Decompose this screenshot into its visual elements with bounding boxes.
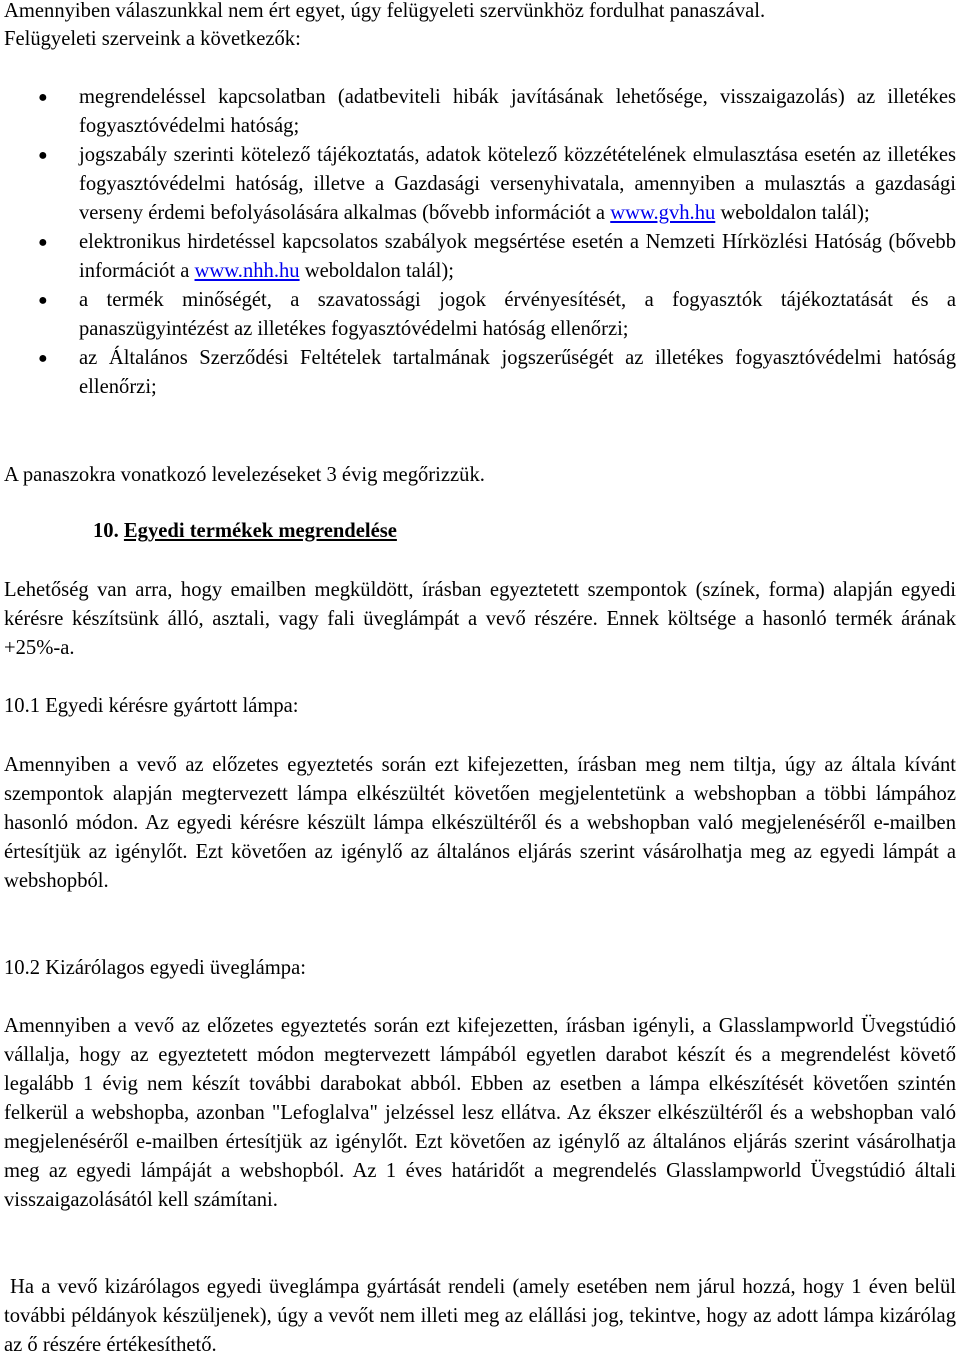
section-10-2-body: Amennyiben a vevő az előzetes egyeztetés során ezt kifejezetten, írásban igényli, a Glasslampworld Üvegstúdió vállalja, hogy az egyeztetett módon megtervezett lámpából egyetlen darabot készít és a megrendelést követő legalább 1 évig nem készít további darabokat abból. Ebben az esetben a lámpa elkészítését követően szintén felkerül a webshopba, azonban "Lefoglalva" jelzéssel lesz ellátva. Az ékszer elkészültéről és a webshopban való megjelenéséről e-mailben értesítjük az igénylőt. Ezt követően az igénylő az általános eljárás szerint vásárolhatja meg az egyedi lámpáját a webshopból. Az 1 éves határidőt a megrendelés Glasslampworld Üvegstúdió általi visszaigazolásától kell számítani.	[4, 1015, 956, 1211]
section-10-body: Lehetőség van arra, hogy emailben megküldött, írásban egyeztetett szempontok (színek, forma) alapján egyedi kérésre készítsünk álló, asztali, vagy fali üveglámpát a vevő részére. Ennek költsége a hasonló termék árának +25%-a.	[4, 579, 956, 659]
bullet-icon: ●	[38, 292, 48, 309]
list-item: ● a termék minőségét, a szavatossági jogok érvényesítését, a fogyasztók tájékoztatását és a panaszügyintézést az illetékes fogyasztóvédelmi hatóság ellenőrzi;	[0, 286, 956, 344]
bullet-icon: ●	[38, 89, 48, 106]
section-10-1-body: Amennyiben a vevő az előzetes egyeztetés során ezt kifejezetten, írásban meg nem tiltja, úgy az általa kívánt szempontok alapján megtervezett lámpa elkészültét követően megjelentetünk a webshopban a többi lámpához hasonló módon. Az egyedi kérésre készült lámpa elkészültéről és a webshopban való megjelenéséről e-mailben értesítjük az igénylőt. Ezt követően az igénylő az általános eljárás szerint vásárolhatja meg az egyedi lámpát a webshopból.	[4, 754, 956, 892]
list-item: ● jogszabály szerinti kötelező tájékoztatás, adatok kötelező közzétételének elmulasztása esetén az illetékes fogyasztóvédelmi hatóság, illetve a Gazdasági versenyhivatala, amennyiben a mulasztás a gazdasági verseny érdemi befolyásolására alkalmas (bővebb információt a www.gvh.hu weboldalon talál);	[0, 141, 956, 228]
section-10-heading: 10. Egyedi termékek megrendelése	[93, 520, 397, 542]
section-10-1-heading: 10.1 Egyedi kérésre gyártott lámpa:	[4, 695, 299, 717]
gvh-link[interactable]: www.gvh.hu	[610, 202, 716, 224]
bullet-icon: ●	[38, 147, 48, 164]
section-10-2-heading: 10.2 Kizárólagos egyedi üveglámpa:	[4, 957, 306, 979]
bullet-icon: ●	[38, 234, 48, 251]
retention-note: A panaszokra vonatkozó levelezéseket 3 évig megőrizzük.	[4, 464, 485, 486]
nhh-link[interactable]: www.nhh.hu	[194, 260, 300, 282]
supervisory-bodies-list	[0, 83, 956, 402]
list-item: ● megrendeléssel kapcsolatban (adatbeviteli hibák javításának lehetősége, visszaigazolás) az illetékes fogyasztóvédelmi hatóság;	[0, 83, 956, 141]
list-item: ● elektronikus hirdetéssel kapcsolatos szabályok megsértése esetén a Nemzeti Hírközlési Hatóság (bővebb információt a www.nhh.hu weboldalon talál);	[0, 228, 956, 286]
list-item: ● az Általános Szerződési Feltételek tartalmának jogszerűségét az illetékes fogyasztóvédelmi hatóság ellenőrzi;	[0, 344, 956, 402]
bullet-icon: ●	[38, 350, 48, 367]
section-10-2-extra: Ha a vevő kizárólagos egyedi üveglámpa gyártását rendeli (amely esetében nem járul hozzá, hogy 1 éven belül további példányok készüljenek), úgy a vevőt nem illeti meg az elállási jog, tekintve, hogy az adott lámpa kizárólag az ő részére értékesíthető.	[4, 1276, 956, 1356]
intro-line-1: Amennyiben válaszunkkal nem ért egyet, úgy felügyeleti szervünkhöz fordulhat panaszával.	[4, 0, 766, 22]
intro-line-2: Felügyeleti szerveink a következők:	[4, 28, 301, 50]
